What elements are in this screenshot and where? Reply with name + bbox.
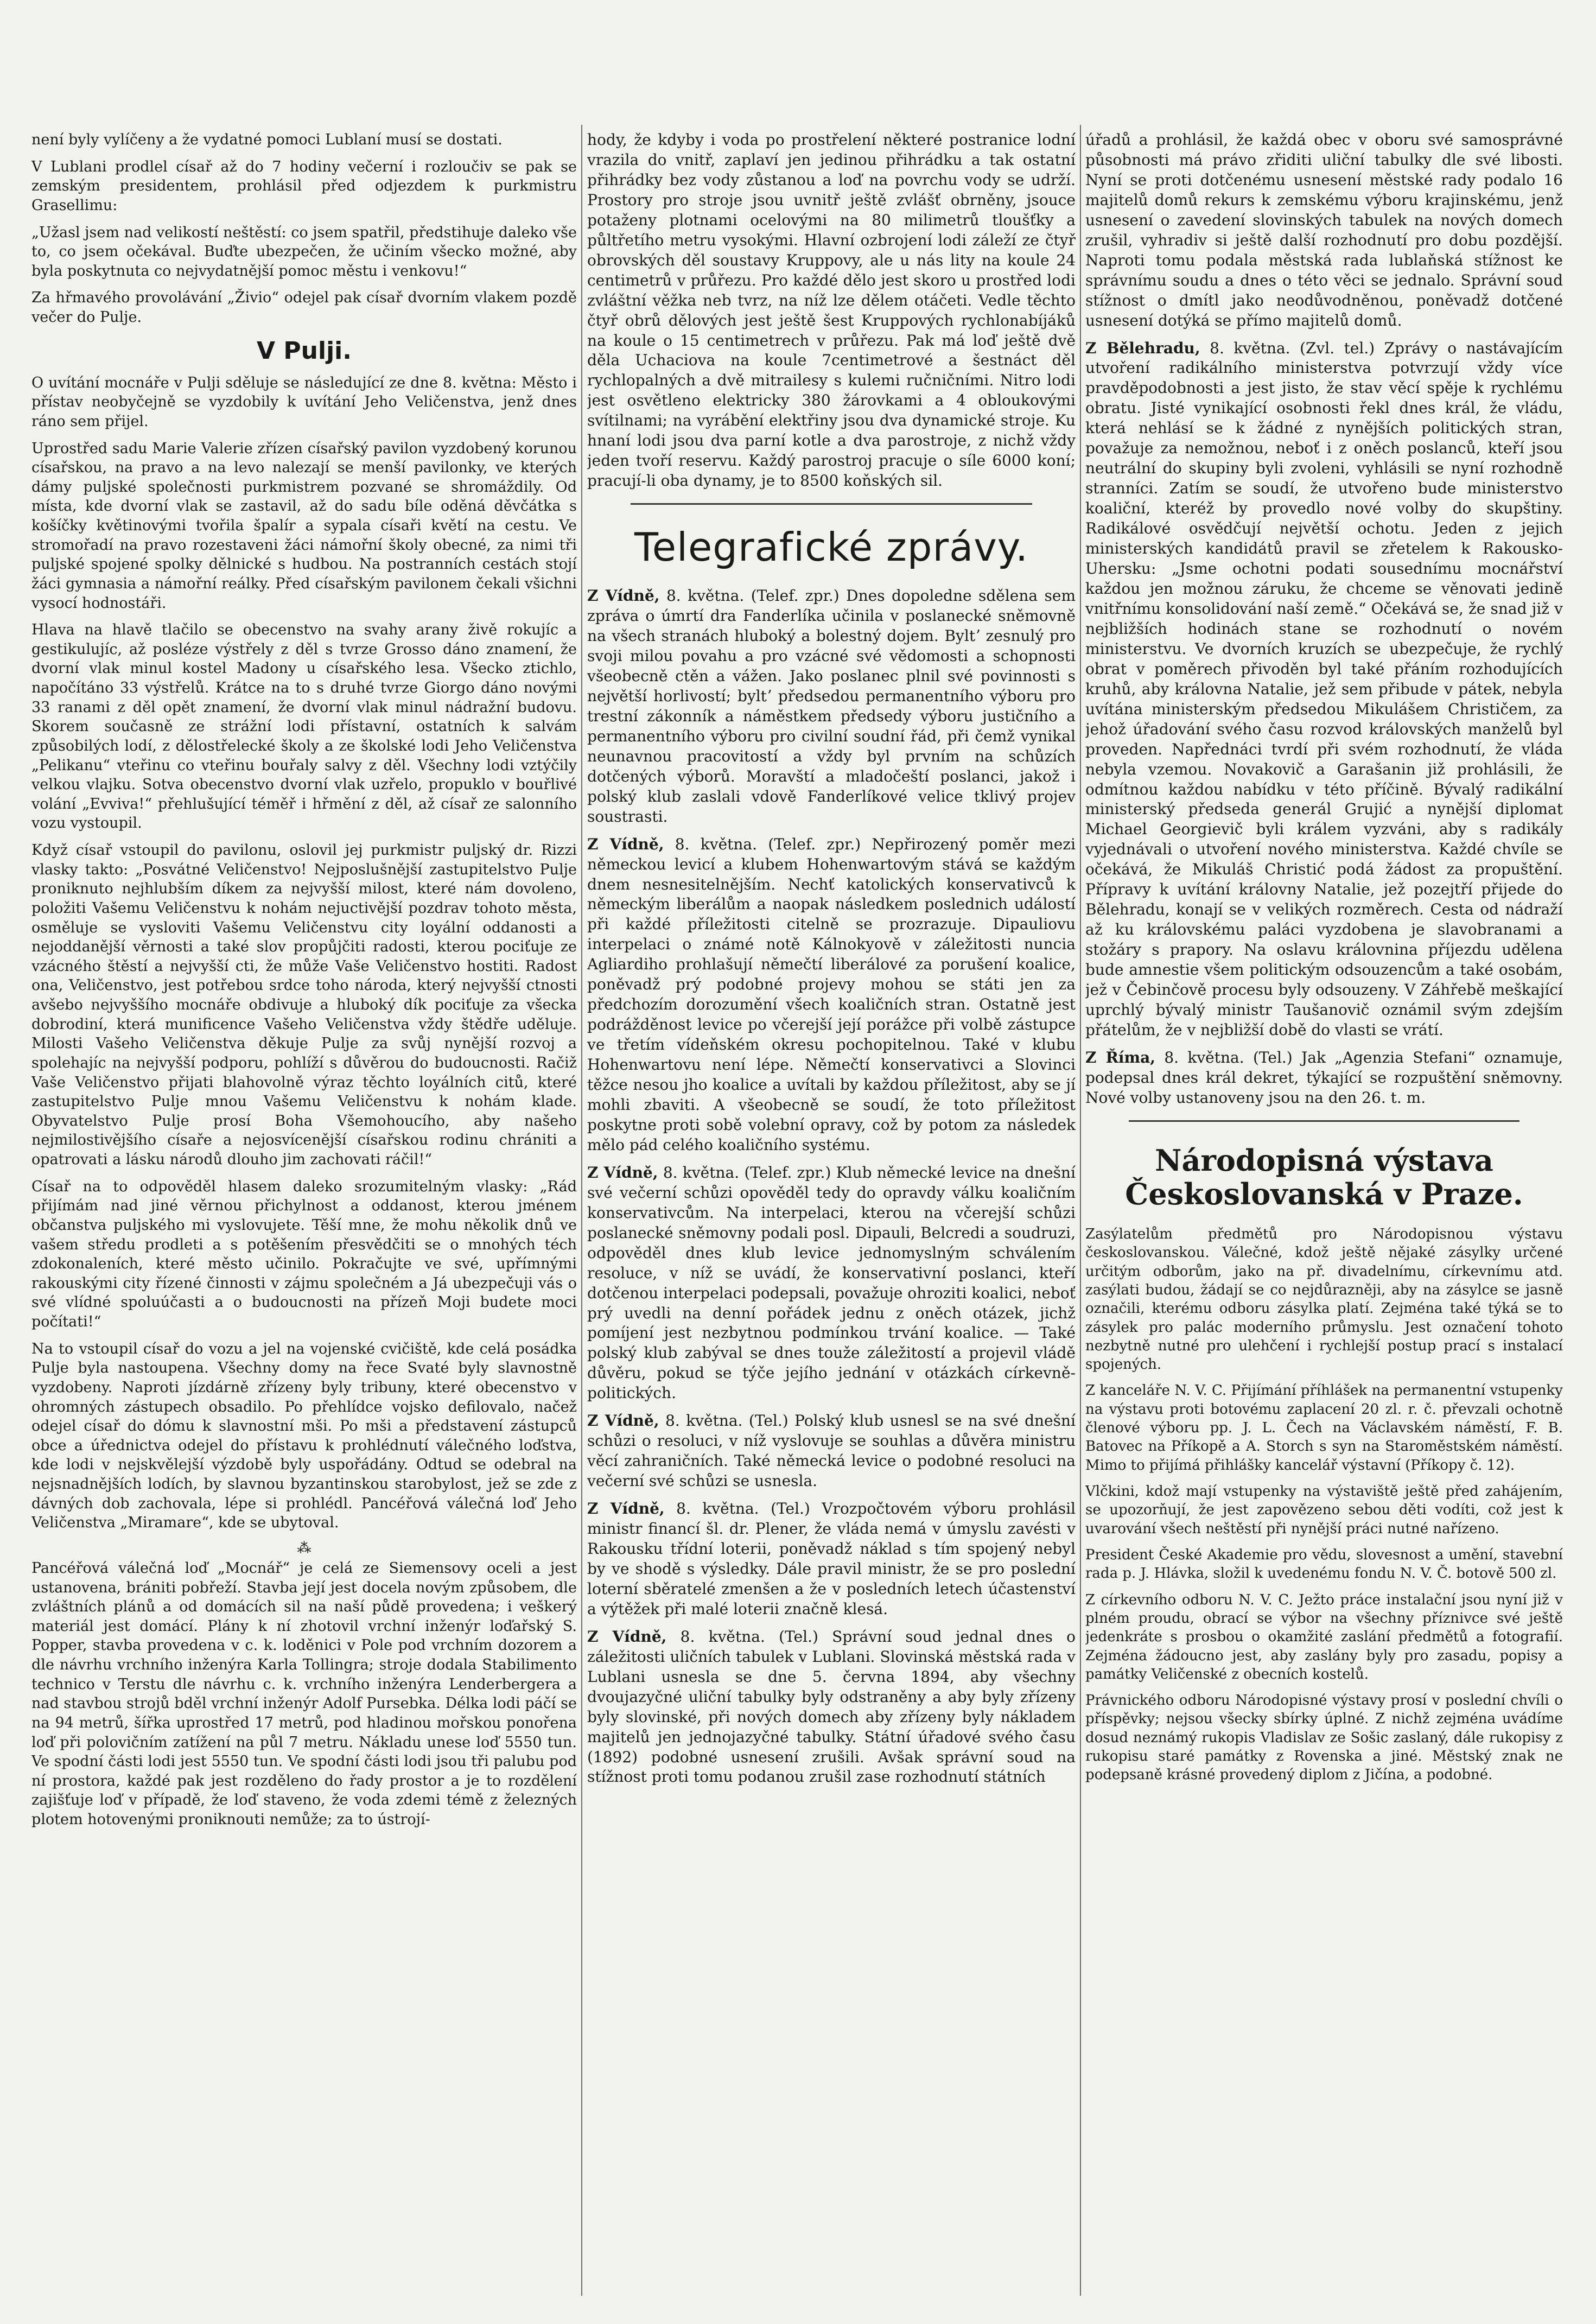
news-item	[1085, 1048, 1563, 1108]
news-text: 8. května. (Tel.) Jak „Agenzia Stefani“ oznamuje, podepsal dnes král dekret, týkající se rozpuštění sněmovny. Nové volby ustanoveny jsou na den 26. t. m.	[1085, 1048, 1563, 1107]
news-text: 8. května. (Zvl. tel.) Zprávy o nastávajícím utvoření radikálního ministerstva potvrzují vždy více pravděpodobnosti a jest jisto, že stav věcí spěje k rychlému obratu. Jisté vynikající osobnosti řekl dnes král, že vládu, která nehlásí se k žádné z nynějších politických stran, považuje za nemožnou, neboť i z oněch poslanců, kteří jsou neutrální do skupiny byli zvoleni, vyhlásili se nyní rozhodně stranníci. Zatím se soudí, že utvořeno bude ministerstvo koaliční, kteréž by provedlo nové volby do skupštiny. Radikálové osvědčují největší ochotu. Jeden z jejich ministerských kandidátů pravil se zřetelem k Rakousko-Uhersku: „Jsme ochotni podati sousednímu mocnářství každou jen možnou záruku, že chceme se věnovati jedině vnitřnímu konsolidování naší země.“ Očekává se, že snad již v nejbližších hodinách stane se rozhodnutí o novém ministerstvu. Ve dvorních kruzích se ubezpečuje, že rychlý obrat v poměrech přivoděn byl také přáním rozhodujících kruhů, aby královna Natalie, jež sem přibude v pátek, nebyla uvítána ministerským předsedou Mikulášem Christičem, za jehož úřadování svého času rozvod královských manželů byl proveden. Napřednáci tvrdí při svém rozhodnutí, že vláda nebyla vzemou. Novakovič a Garašanin již prohlásili, že odmítnou každou nabídku v této příčině. Bývalý radikální ministerský předseda generál Grujić a nynější diplomat Michael Georgievič byli králem vyzváni, aby s radikály vyjednávali o utvoření nového ministerstva. Každé chvíle se očekává, že Mikuláš Christić podá žádost za propuštění. Přípravy k uvítání královny Natalie, jež pozejtří přijede do Bělehradu, konají se v velikých rozměrech. Cesta od nádraží až ku královskému paláci vyzdobena je slavobranami a stožáry s prapory. Na oslavu královnina příjezdu udělena bude amnestie všem politickým odsouzencům a také osobám, jež v Čebinčově procesu byly odsouzeny. V Záhřebě meškající uprchlý bývalý ministr Taušanovič oznámil svým zdejším přátelům, že v nejbližší době do vlasti se vrátí.	[1085, 339, 1563, 1039]
news-item	[587, 835, 1076, 1155]
column-rule	[581, 125, 582, 2296]
paragraph: není byly vylíčeny a že vydatné pomoci Lublaní musí se dostati.	[31, 131, 503, 148]
news-item	[587, 586, 1076, 827]
news-text: 8. května. (Telef. zpr.) Dnes dopoledne sdělena sem zpráva o úmrtí dra Fanderlíka učinila v poslanecké sněmovně na všech stranách hluboký a bolestný dojem. Byltʼ zesnulý pro svoji milou povahu a pro vzácné své vědomosti a schopnosti všeobecně ctěn a vážen. Jako poslanec plnil své povinnosti s největší horlivostí; byltʼ předsedou permanentního výboru pro trestní zákonník a náměstkem předsedy výboru justičního a permanentního výboru pro civilní soudní řád, při čemž vynikal neunavnou pracovitostí a vždy byl prvním na schůzích dotčených výborů. Moravští a mladočeští poslanci, jakož i polský klub zaslali vdově Fanderlíkové velice tklivý projev soustrasti.	[587, 587, 1076, 826]
paragraph: Z církevního odboru N. V. C. Ježto práce instalační jsou nyní již v plném proudu, obrací se výbor na všechny příznivce své ještě jedenkráte s prosbou o okamžité zaslání předmětů a fotografií. Zejména žádoucno jest, aby zaslány byly pro zasadu, popisy a památky Veličenské z obecních kostelů.	[1085, 1591, 1563, 1682]
dateline: Z Vídně,	[587, 1412, 659, 1430]
news-item	[587, 1163, 1076, 1404]
dateline: Z Říma,	[1085, 1048, 1156, 1066]
news-item	[1085, 339, 1563, 1040]
news-text: 8. května. (Tel.) Správní soud jednal dnes o záležitosti uličních tabulek v Lublani. Slovinská městská rada v Lublani usnesla se dne 5. června 1894, aby všechny dvoujazyčné uliční tabulky byly odstraněny a aby byly zřízeny byly slovinské, při nových domech aby zřízeny byly nákladem majitelů jen jednojazyčné tabulky. Státní úřadové svého času (1892) podobné usnesení zrušili. Avšak správní soud na stížnost proti tomu podanou zrušil zase rozhodnutí státních	[587, 1627, 1076, 1786]
dateline: Z Vídně,	[587, 587, 660, 605]
news-text: 8. května. (Telef. zpr.) Nepřirozený poměr mezi německou levicí a klubem Hohenwartovým stává se každým dnem nesnesitelnějším. Nechť katolických konservativců k německým liberálům a naopak následkem poslednich událostí při každé příležitosti citelně se prozrazuje. Dipauliovu interpelaci o známé notě Kálnokyově v záležitosti nuncia Agliardiho prohlašují němečtí liberálové za porušení koalice, poněvadž prý podobné projevy mohou se státi jen za předchozím dorozumění všech koaličních stran. Ostatně jest podrážděnost levice po včerejší její porážce při volbě zástupce ve třetím vídeňském okresu pochopitelnou. Také v klubu Hohenwartovu není lépe. Němečtí konservativci a Slovinci těžce nesou jho koalice a uvítali by každou příležitost, aby se jí mohli zbaviti. A všeobecně se soudí, že toto příležitost poskytne proti sobě volební opravy, což by potom za následek mělo pád celého koaličního systému.	[587, 835, 1076, 1154]
news-text: 8. května. (Tel.) Vrozpočtovém výboru prohlásil ministr financí šl. dr. Plener, že vláda nemá v úmyslu zavésti v Rakousku třídní loterii, poněvadž náklad s tím spojený nebyl by ve shodě s výsledky. Dále pravil ministr, že se pro poslední loterní sběratelé zmenšen a že v posledních letech účastenství a výtěžek při malé loterii značně klesá.	[587, 1500, 1076, 1618]
paragraph: Uprostřed sadu Marie Valerie zřízen císařský pavilon vyzdobený korunou císařskou, na pravo a na levo nalezají se menší pavilonky, ve kterých dámy puljské společnosti purkmistrem pozvané se shromáždily. Od místa, kde dvorní vlak se zastavil, až do sadu bíle oděná děvčátka s košíčky květinovými tvořila špalír a sypala císaři květí na cestu. Ve stromořadí na pravo rozestaveni žáci námořní školy obecné, za nimi tři puljské spojené spolky dělnické s hudbou. Na postranních cestách stojí žáci gymnasia a námořní reálky. Před císařským pavilonem čekali všichni vysocí hodnostáři.	[31, 440, 577, 612]
paragraph: Právnického odboru Národopisné výstavy prosí v poslední chvíli o příspěvky; nejsou všecky sbírky úplné. Z nichž zejména uvádíme dosud neznámý rukopis Vladislav ze Sošic zaslaný, dále rukopisy z rukopisu staré památky z Rovenska a jiné. Městský znak ne podepsaně krásné provedený diplom z Jičína, a podobné.	[1085, 1692, 1563, 1783]
paragraph: Hlava na hlavě tlačilo se obecenstvo na svahy arany živě rokujíc a gestikulujíc, až posléze výstřely z děl s tvrze Grosso dáno znamení, že dvorní vlak minul kostel Madony u císařského lesa. Všecko ztichlo, napočítáno 33 výstřelů. Krátce na to s druhé tvrze Giorgo dáno novými 33 ranami z děl opět znamení, že dvorní vlak minul nádražní budovu. Skorem současně ze strážní lodi přístavní, ostatních k salvám způsobilých lodí, z dělostřelecké školy a ze školské lodi Jeho Veličenstva „Pelikanu“ vteřinu co vteřinu bouřaly salvy z děl. Všechny lodi vztýčily velkou vlajku. Sotva obecenstvo dvorní vlak uzřelo, propuklo v bouřlivé volání „Evviva!“ přehlušující téměř i hřmění z děl, až císař ze salonního vozu vystoupil.	[31, 621, 577, 832]
column-1	[31, 130, 577, 2296]
column-2	[587, 130, 1076, 2296]
paragraph: Vlčkini, kdož mají vstupenky na výstaviště ještě před zahájením, se upozorňují, že jest zapovězeno sebou děti vodíti, což jest k uvarování všech neštěstí při nynější práci nutné nařízeno.	[1085, 1483, 1563, 1537]
dateline: Z Vídně,	[587, 835, 664, 853]
asterism: ⁂	[297, 1540, 311, 1557]
section-divider	[1129, 1120, 1519, 1122]
article-heading: V Pulji.	[257, 336, 352, 365]
section-heading: Telegrafické zprávy.	[634, 524, 1029, 570]
paragraph: hody, že kdyby i voda po prostřelení některé postranice lodní vrazila do vnitř, zaplaví jen jedinou přihrádku a tak ostatní přihrádky bez vody zůstanou a loď na povrchu vody se udrží. Prostory pro stroje jsou uvnitř ještě zvlášť obrněny, jsouce potaženy plotnami ocelovými na 80 milimetrů tloušťky a půltřetího metru vysokými. Hlavní ozbrojení lodi záleží ze čtyř obrovských děl soustavy Kruppovy, ale u nás lity na koule 24 centimetrů v průřezu. Pro každé dělo jest skoro u prostřed lodi zvláštní věžka neb tvrz, na níž lze dělem otáčeti. Vedle těchto čtyř obrů dělových jest ještě šest Kruppových rychlonabíjáků na koule o 15 centimetrech v průřezu. Pak má loď ještě dvě děla Uchaciova na koule 7centimetrové a šestnáct děl rychlopalných a dvě mitrailesy s kulemi ručničními. Nitro lodi jest osvětleno elektricky 380 žárovkami a 4 obloukovými svítilnami; na vyrábění elektřiny jsou dva dynamické stroje. Ku hnaní lodi jsou dva parní kotle a dva parostroje, z nichž vždy jeden tvoří reservu. Každý parostroj pracuje o síle 6000 koní; pracují-li oba dynamy, je to 8500 koňských sil.	[587, 131, 1076, 490]
dateline: Z Vídně,	[587, 1627, 667, 1646]
paragraph: Na to vstoupil císař do vozu a jel na vojenské cvičiště, kde celá posádka Pulje byla nastoupena. Všechny domy na řece Svaté byly slavnostně vyzdobeny. Naproti jízdárně zřízeny byly tribuny, které obecenstvo v ohromných zástupech obsadilo. Po přehlídce vojsko defilovalo, načež odejel císař do dómu k slavnostní mši. Po mši a představení zástupců obce a úřednictva odejel do přístavu k prohlédnutí válečného loďstva, kde lodi v nejskvělejší výzdobě byly uspořádány. Odtud se odebral na nejsnadnějších lodích, by slavnou byzantinskou starobylost, jež se zde z dávných dob zachovala, lépe si prohlédl. Pancéřová válečná loď Jeho Veličenstva „Miramare“, kde se ubytoval.	[31, 1340, 577, 1532]
dateline: Z Vídně,	[587, 1163, 658, 1182]
section-heading: Národopisná výstava Českoslovanská v Praze.	[1125, 1142, 1523, 1211]
section-divider	[631, 503, 1032, 505]
exhibition-notices	[1085, 1225, 1563, 1785]
dateline: Z Bělehradu,	[1085, 339, 1200, 357]
paragraph: „Užasl jsem nad velikostí neštěstí: co jsem spatřil, předstihuje daleko vše to, co jsem očekával. Buďte ubezpečen, že učiním všecko možné, aby byla poskytnuta co nejvydatnější pomoc městu i venkovu!“	[31, 224, 577, 280]
paragraph: úřadů a prohlásil, že každá obec v oboru své samosprávné působnosti má právo zřiditi uliční tabulky dle své libosti. Nyní se proti dotčenému usnesení městské rady podalo 16 majitelů domů rekurs k zemskému výboru krajinskému, jenž usnesení o zavedení slovinských tabulek na nových domech zrušil, vyhradiv si ještě další rozhodnutí pro dobu pozdější. Naproti tomu podala městská rada lublaňská stížnost ke správnímu soudu a dnes o této věci se jednalo. Správní soud stížnost o dmítl jako neodůvodněnou, poněvadž dotčené usnesení dotýká se přímo majitelů domů.	[1085, 131, 1563, 329]
paragraph: V Lublani prodlel císař až do 7 hodiny večerní i rozloučiv se pak se zemským presidentem, prohlásil před odjezdem k purkmistru Grasellimu:	[31, 158, 577, 214]
news-item	[587, 1499, 1076, 1620]
column-3	[1085, 130, 1563, 2296]
paragraph: President České Akademie pro vědu, slovesnost a umění, stavební rada p. J. Hlávka, složil k uvedenému fondu N. V. Č. botově 500 zl.	[1085, 1546, 1563, 1582]
news-item	[587, 1627, 1076, 1788]
news-text: 8. května. (Telef. zpr.) Klub německé levice na dnešní své večerní schůzi opověděl tedy do opravdy válku koaličním konservativcům. Na interpelaci, kterou na včerejší schůzi poslanecké sněmovny podali posl. Dipauli, Belcredi a soudruzi, odpověděl dnes klub levice jednomyslným schválením resoluce, v níž se uvádí, že konservativní poslanci, kteří dotčenou interpelaci podepsali, považuje ohroziti koalici, neboť prý uvedli na denní pořádek jednu z oněch otázek, jichž pomíjení jest nezbytnou podmínkou trvání koalice. — Také polský klub zabýval se dnes touže záležitostí a projevil vládě důvěru, pokud se týče jejího jednání v otázkách církevně-politických.	[587, 1163, 1076, 1402]
paragraph: O uvítání mocnáře v Pulji sděluje se následující ze dne 8. května: Město i přístav neobyčejně se vyzdobily k uvítání Jeho Veličenstva, jenž dnes ráno sem přijel.	[31, 374, 577, 430]
paragraph: Z kanceláře N. V. C. Přijímání příhlášek na permanentní vstupenky na výstavu proti botovému zaplacení 20 zl. r. č. převzali ochotně členové výboru pp. J. L. Čech na Václavském náměstí, F. B. Batovec na Příkopě a A. Storch s syn na Staroměstském náměstí. Mimo to přijímá přihlášky kancelář výstavní (Příkopy č. 12).	[1085, 1382, 1563, 1474]
paragraph: Pancéřová válečná loď „Mocnář“ je celá ze Siemensovy oceli a jest ustanovena, brániti pobřeží. Stavba její jest docela novým způsobem, dle zvláštních plánů a od domácích sil na naší půdě provedena; i veškerý materiál jest domácí. Plány k ní zhotovil vrchní inženýr loďařský S. Popper, stavba provedena v c. k. loděnici v Pole pod vrchním dozorem a dle návrhu vrchního inženýra Karla Tollingra; stroje dodala Stabilimento technico v Terstu dle návrhu c. k. vrchního inženýra Lenderbergera a nad stavbou strojů bděl vrchní inženýr Adolf Pursebka. Délka lodi páčí se na 94 metrů, šířka uprostřed 17 metrů, pod hladinou mořskou ponořena loď při polovičním zatížení na půl 7 metru. Nákladu unese loď 5550 tun. Ve spodní části lodi jest 5550 tun. Ve spodní části lodi jsou tři palubu pod ní prostora, každé pak jest rozděleno do řady prostor a je to rozdělení zajišťuje loď v případě, že loď staveno, že voda zdemi témě z železných plotem hotovenými proniknouti nemůže; za to ústrojí-	[31, 1559, 577, 1828]
news-text: 8. května. (Tel.) Polský klub usnesl se na své dnešní schůzi o resoluci, v níž vyslovuje se souhlas a důvěra ministru věcí zahraničních. Také německá levice o podobné resoluci na večerní své schůzi se usnesla.	[587, 1412, 1076, 1490]
column-rule	[1080, 125, 1081, 2296]
paragraph: Císař na to odpověděl hlasem daleko srozumitelným vlasky: „Rád přijímám nad jiné věrnou přichylnost a oddanost, kterou jménem občanstva puljského mi vyslovujete. Těší mne, že mohu několik dnů ve vašem středu prodleti a s potěšením přesvědčiti se o mnohých téch zdokonaleních, které město učinilo. Pokračujte ve své, upřímnými rakouskými city řízené činnosti v zájmu společném a Já ubezpečuji vás o své vlídné spoluúčasti a o budoucnosti na přízeň Moji budete moci počítati!“	[31, 1178, 577, 1330]
news-item	[587, 1411, 1076, 1491]
paragraph: Když císař vstoupil do pavilonu, oslovil jej purkmistr puljský dr. Rizzi vlasky takto: „Posvátné Veličenstvo! Nejposlušnější zastupitelstvo Pulje proniknuto nejhlubším díkem za nejvyšší milost, které nám dovoleno, položiti Vašemu Veličenstvu k nohám nejuctivější pozdrav tohoto města, osměluje se vysloviti Vašemu Veličenstvu city loyální oddanosti a nejoddanější věrnosti a také slov propůjčiti radosti, kterou pociťuje ze vzácného štěstí a nejvyšší cti, že může Vaše Veličenstvo hostiti. Radost ona, Veličenstvo, jest potřebou srdce toho národa, který nejvyšší ctnosti avšebo nejvyššího mocnáře obdivuje a hluboký dík pociťuje za všecka dobrodiní, která munificence Vašeho Veličenstva vždy štědře uděluje. Milosti Vašeho Veličenstva děkuje Pulje za svůj nynější rozvoj a spolehajíc na nejvyšší podporu, pohlíží s důvěrou do budoucnosti. Račiž Vaše Veličenstvo přijati blahovolně výraz těchto loyálních citů, které zastupitelstvo Pulje mnou Vašemu Veličenstvu k nohám klade. Obyvatelstvo Pulje prosí Boha Všemohoucího, aby našeho nejmilostivějšího císaře a nejosvícenější císařskou rodinu chrániti a opatrovati a lásku národů dlouho jim zachovati ráčil!“	[31, 842, 577, 1168]
paragraph: Zasýlatelům předmětů pro Národopisnou výstavu českoslovanskou. Válečné, kdož ještě nějaké zásylky určené určitým odborům, jako na př. divadelnímu, církevnímu atd. zasýlati budou, žádají se co nejdůrazněji, aby na zásylce se jasně označili, kterému odboru zásylka platí. Zejména také týká se to zásylek pro palác moderního průmyslu. Jest označení tohoto nezbytně nutné pro ulehčení i rychlejší postup prací s instalací spojených.	[1085, 1226, 1563, 1373]
dateline: Z Vídně,	[587, 1500, 665, 1518]
paragraph: Za hřmavého provolávání „Živio“ odejel pak císař dvorním vlakem pozdě večer do Pulje.	[31, 289, 577, 326]
